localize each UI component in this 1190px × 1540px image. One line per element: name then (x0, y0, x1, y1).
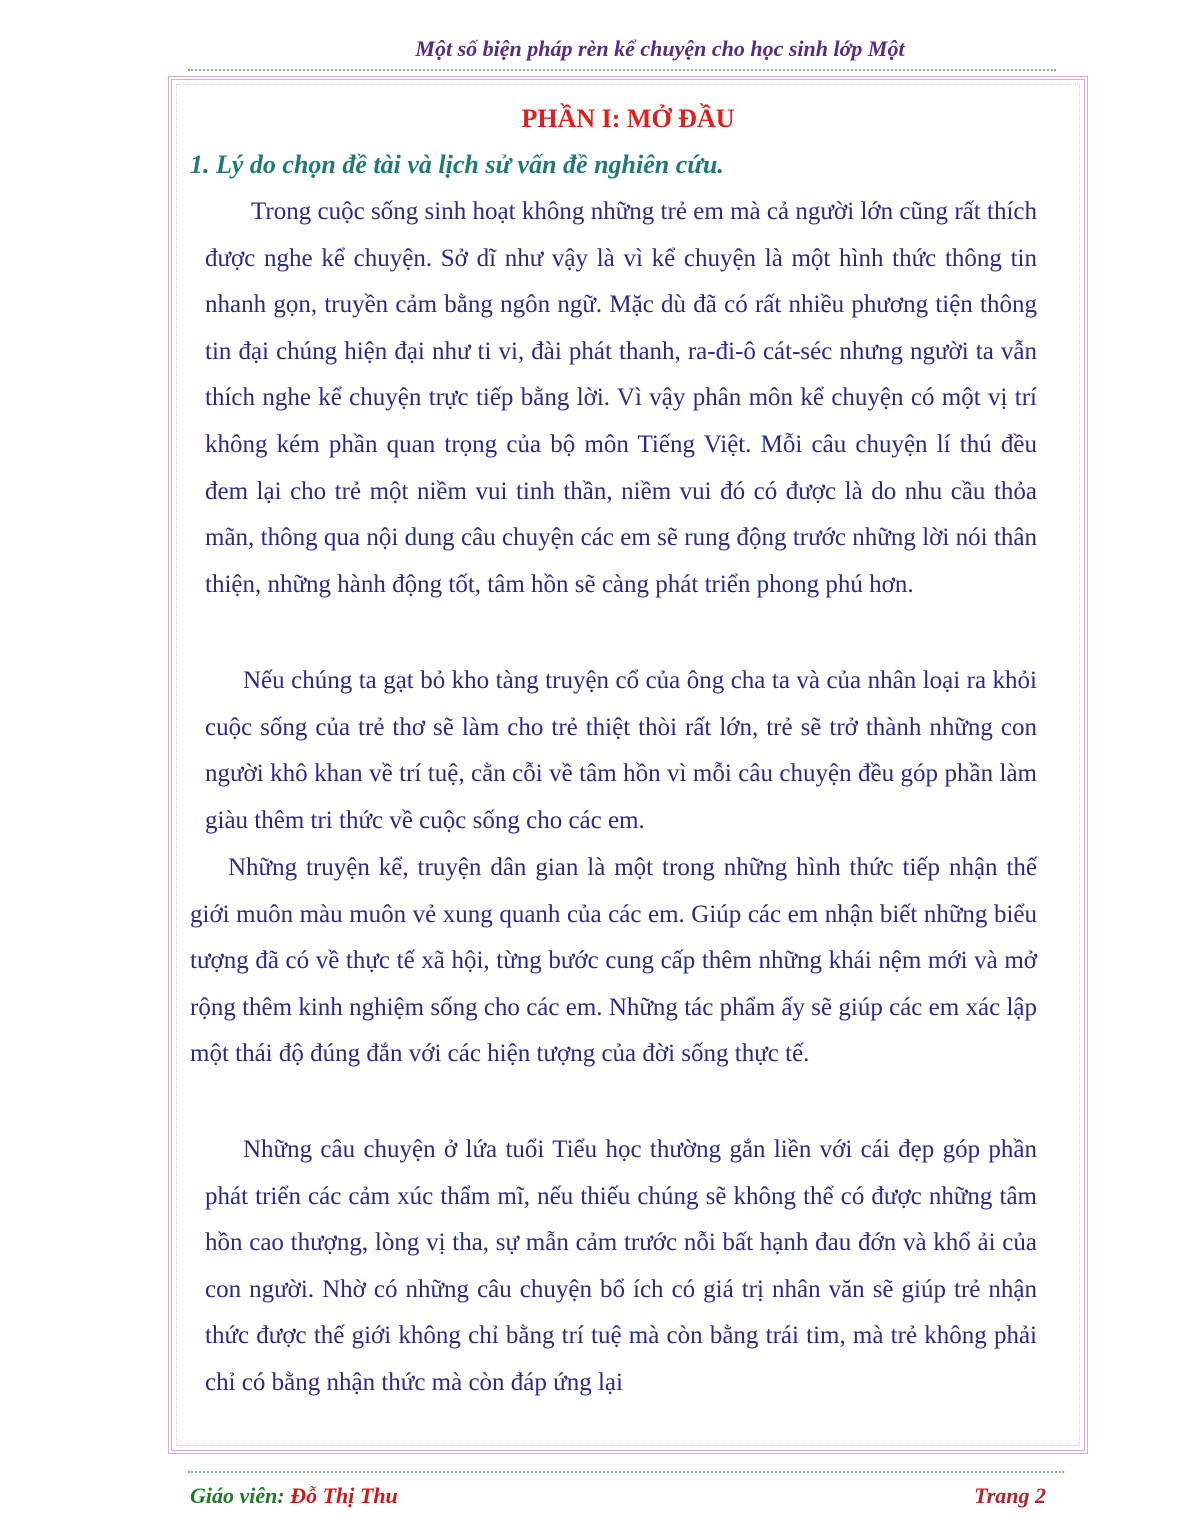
paragraph-3: Những truyện kể, truyện dân gian là một trong những hình thức tiếp nhận thế giới muôn màu muôn vẻ xung quanh của các em. Giúp các em nhận biết những biểu tượng đã có về thực tế xã hội, từng bước cung cấp thêm những khái nệm mới và mở rộng thêm kinh nghiệm sống cho các em. Những tác phẩm ấy sẽ giúp các em xác lập một thái độ đúng đắn với các hiện tượng của đời sống thực tế. (190, 854, 1037, 1068)
section-heading: PHẦN I: MỞ ĐẦU (521, 104, 735, 133)
page-number: Trang 2 (974, 1483, 1046, 1508)
page-footer (190, 1483, 1046, 1513)
document-header-title: Một số biện pháp rèn kể chuyện cho học sinh lớp Một (415, 36, 905, 61)
subheading: 1. Lý do chọn đề tài và lịch sử vấn đề nghiên cứu. (190, 150, 724, 179)
paragraph-1: Trong cuộc sống sinh hoạt không những trẻ em mà cả người lớn cũng rất thích được nghe kể chuyện. Sở dĩ như vậy là vì kể chuyện là một hình thức thông tin nhanh gọn, truyền cảm bằng ngôn ngữ. Mặc dù đã có rất nhiều phương tiện thông tin đại chúng hiện đại như ti vi, đài phát thanh, ra-đi-ô cát-séc nhưng người ta vẫn thích nghe kể chuyện trực tiếp bằng lời. Vì vậy phân môn kể chuyện có một vị trí không kém phần quan trọng của bộ môn Tiếng Việt. Mỗi câu chuyện lí thú đều đem lại cho trẻ một niềm vui tinh thần, niềm vui đó có được là do nhu cầu thỏa mãn, thông qua nội dung câu chuyện các em sẽ rung động trước những lời nói thân thiện, những hành động tốt, tâm hồn sẽ càng phát triển phong phú hơn. (205, 198, 1037, 598)
footer-divider (188, 1471, 1064, 1473)
teacher-label: Giáo viên: (190, 1483, 285, 1508)
paragraph-2: Nếu chúng ta gạt bỏ kho tàng truyện cổ của ông cha ta và của nhân loại ra khỏi cuộc sống của trẻ thơ sẽ làm cho trẻ thiệt thòi rất lớn, trẻ sẽ trở thành những con người khô khan về trí tuệ, cằn cỗi về tâm hồn vì mỗi câu chuyện đều góp phần làm giàu thêm tri thức về cuộc sống cho các em. (205, 667, 1037, 834)
header-divider (188, 69, 1056, 71)
paragraph-4: Những câu chuyện ở lứa tuổi Tiểu học thường gắn liền với cái đẹp góp phần phát triển các cảm xúc thẩm mĩ, nếu thiếu chúng sẽ không thể có được những tâm hồn cao thượng, lòng vị tha, sự mẫn cảm trước nỗi bất hạnh đau đớn và khổ ải của con người. Nhờ có những câu chuyện bổ ích có giá trị nhân văn sẽ giúp trẻ nhận thức được thế giới không chỉ bằng trí tuệ mà còn bằng trái tim, mà trẻ không phải chỉ có bằng nhận thức mà còn đáp ứng lại (205, 1136, 1037, 1396)
teacher-name: Đỗ Thị Thu (290, 1483, 398, 1508)
